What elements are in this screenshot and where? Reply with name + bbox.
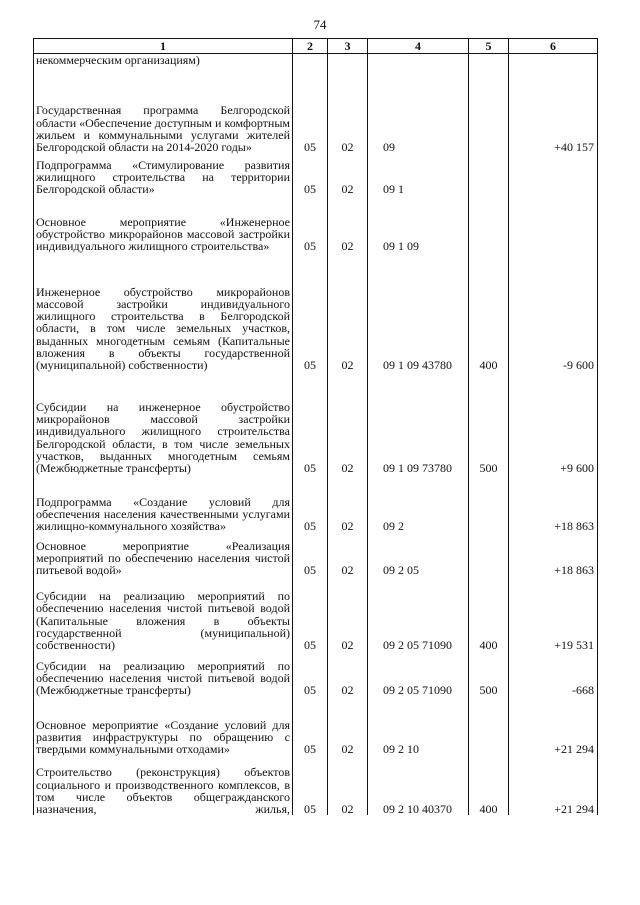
table-row [34, 252, 598, 371]
row-expense-type [469, 54, 509, 67]
row-section: 05 [293, 651, 328, 696]
row-amount: +21 294 [509, 696, 598, 755]
row-subsection: 02 [328, 371, 368, 474]
row-target-code: 09 2 05 71090 [368, 576, 469, 651]
header-col-4: 4 [368, 39, 469, 54]
row-section: 05 [293, 696, 328, 755]
row-subsection: 02 [328, 195, 368, 252]
table-row [34, 66, 598, 153]
row-target-code: 09 1 09 73780 [368, 371, 469, 474]
table-row [34, 576, 598, 651]
row-section: 05 [293, 153, 328, 195]
budget-table [33, 38, 598, 815]
row-subsection: 02 [328, 696, 368, 755]
row-target-code [368, 54, 469, 67]
row-subsection: 02 [328, 474, 368, 532]
row-target-code: 09 2 10 40370 [368, 755, 469, 815]
row-name: некоммерческим организациям) [34, 54, 293, 67]
row-amount: +40 157 [509, 66, 598, 153]
table-row [34, 755, 598, 815]
header-col-5: 5 [469, 39, 509, 54]
row-subsection: 02 [328, 651, 368, 696]
row-section: 05 [293, 252, 328, 371]
row-subsection: 02 [328, 576, 368, 651]
row-amount [509, 153, 598, 195]
header-col-1: 1 [34, 39, 293, 54]
row-section: 05 [293, 532, 328, 576]
row-target-code: 09 2 [368, 474, 469, 532]
row-target-code: 09 1 09 [368, 195, 469, 252]
row-name: Подпрограмма «Создание условий для обеспечения населения качественными услугами жилищно-коммунального хозяйства» [34, 474, 293, 532]
header-col-6: 6 [509, 39, 598, 54]
row-target-code: 09 2 05 [368, 532, 469, 576]
row-subsection [328, 54, 368, 67]
row-subsection: 02 [328, 153, 368, 195]
row-amount: -9 600 [509, 252, 598, 371]
row-section: 05 [293, 195, 328, 252]
row-expense-type: 400 [469, 576, 509, 651]
table-header-row [34, 39, 598, 54]
row-target-code: 09 1 [368, 153, 469, 195]
row-expense-type: 500 [469, 371, 509, 474]
table-row [34, 54, 598, 67]
row-expense-type [469, 474, 509, 532]
header-col-3: 3 [328, 39, 368, 54]
row-name: Субсидии на реализацию мероприятий по обеспечению населения чистой питьевой водой (Межбюджетные трансферты) [34, 651, 293, 696]
row-amount: +18 863 [509, 532, 598, 576]
row-amount: +9 600 [509, 371, 598, 474]
row-section: 05 [293, 755, 328, 815]
table-row [34, 371, 598, 474]
row-name: Субсидии на реализацию мероприятий по обеспечению населения чистой питьевой водой (Капитальные вложения в объекты государственной (муниципальной) собственности) [34, 576, 293, 651]
row-name: Субсидии на инженерное обустройство микрорайонов массовой застройки индивидуального жилищного строительства Белгородской области, в том числе земельных участков, выданных многодетным семьям (Межбюджетные трансферты) [34, 371, 293, 474]
table-row [34, 474, 598, 532]
row-subsection: 02 [328, 755, 368, 815]
table-row [34, 153, 598, 195]
row-expense-type [469, 532, 509, 576]
row-amount: +19 531 [509, 576, 598, 651]
table-row [34, 696, 598, 755]
row-target-code: 09 2 10 [368, 696, 469, 755]
row-target-code: 09 1 09 43780 [368, 252, 469, 371]
row-target-code: 09 [368, 66, 469, 153]
row-amount: -668 [509, 651, 598, 696]
row-name: Основное мероприятие «Инженерное обустройство микрорайонов массовой застройки индивидуального жилищного строительства» [34, 195, 293, 252]
row-amount [509, 195, 598, 252]
row-expense-type: 400 [469, 252, 509, 371]
row-expense-type [469, 696, 509, 755]
row-subsection: 02 [328, 252, 368, 371]
row-name: Основное мероприятие «Реализация мероприятий по обеспечению населения чистой питьевой водой» [34, 532, 293, 576]
row-subsection: 02 [328, 66, 368, 153]
row-section: 05 [293, 474, 328, 532]
row-section: 05 [293, 66, 328, 153]
table-row [34, 195, 598, 252]
row-section [293, 54, 328, 67]
row-section: 05 [293, 371, 328, 474]
row-expense-type: 500 [469, 651, 509, 696]
page-number: 74 [313, 17, 327, 32]
row-name: Подпрограмма «Стимулирование развития жилищного строительства на территории Белгородской области» [34, 153, 293, 195]
table-row [34, 532, 598, 576]
row-amount [509, 54, 598, 67]
row-amount: +21 294 [509, 755, 598, 815]
row-expense-type [469, 153, 509, 195]
header-col-2: 2 [293, 39, 328, 54]
row-amount: +18 863 [509, 474, 598, 532]
row-section: 05 [293, 576, 328, 651]
row-name: Государственная программа Белгородской области «Обеспечение доступным и комфортным жильем и коммунальными услугами жителей Белгородской области на 2014-2020 годы» [34, 66, 293, 153]
row-expense-type [469, 66, 509, 153]
row-name: Основное мероприятие «Создание условий для развития инфраструктуры по обращению с твердыми коммунальными отходами» [34, 696, 293, 755]
row-name: Инженерное обустройство микрорайонов массовой застройки индивидуального жилищного строительства в Белгородской области, в том числе земельных участков, выданных многодетным семьям (Капитальные вложения в объекты государственной (муниципальной) собственности) [34, 252, 293, 371]
row-subsection: 02 [328, 532, 368, 576]
row-name: Строительство (реконструкция) объектов социального и производственного комплексов, в том числе объектов общегражданского назначения, жилья, [34, 755, 293, 815]
row-expense-type: 400 [469, 755, 509, 815]
table-row [34, 651, 598, 696]
row-target-code: 09 2 05 71090 [368, 651, 469, 696]
row-expense-type [469, 195, 509, 252]
